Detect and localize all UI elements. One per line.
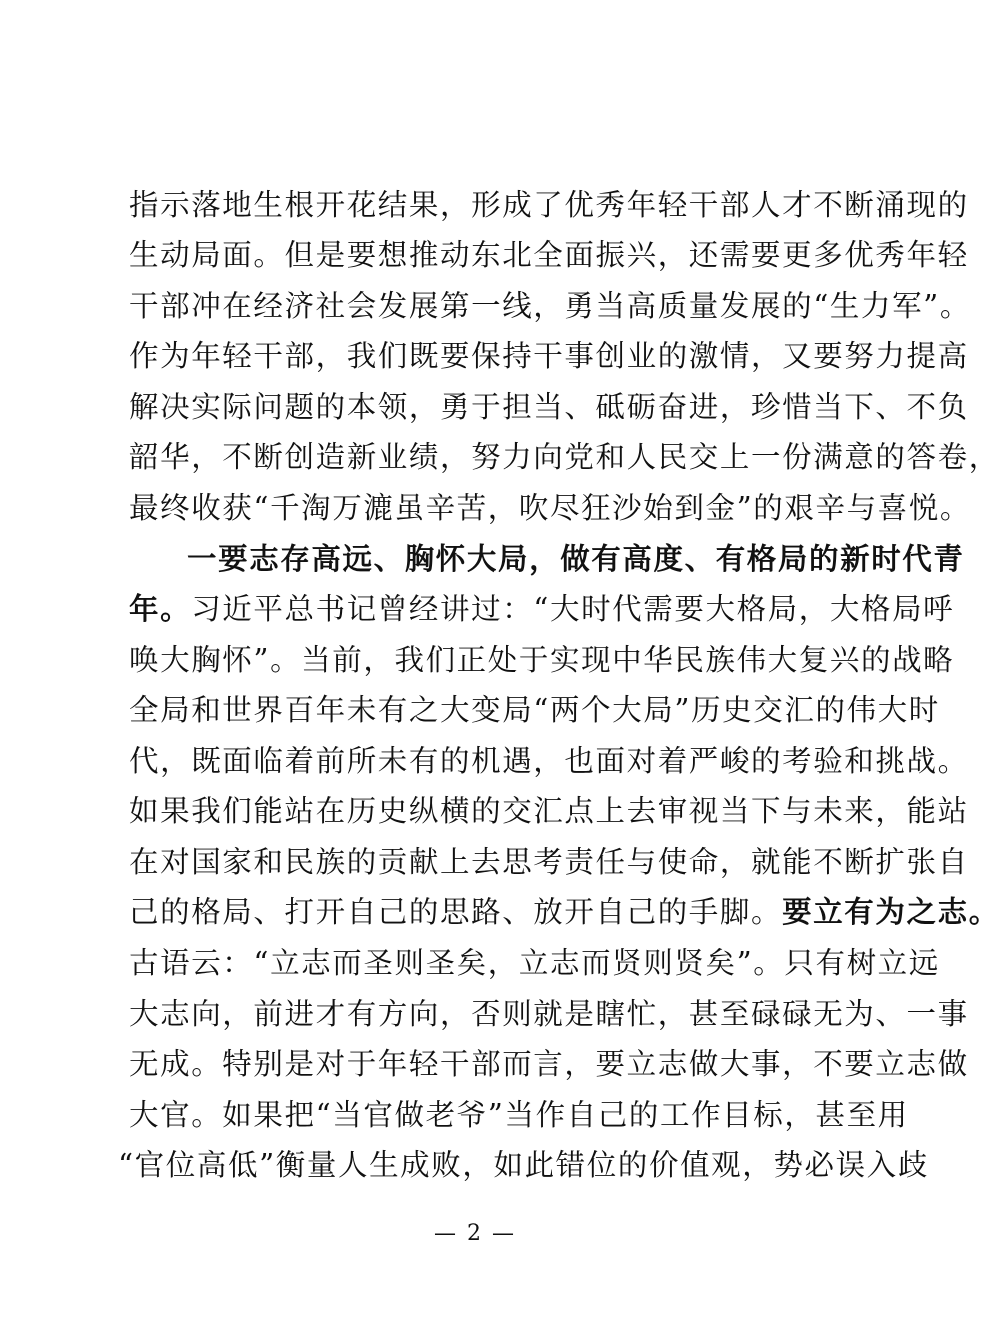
text-line: 古语云：“立志而圣则圣矣，立志而贤则贤矣”。只有树立远	[129, 946, 940, 980]
text-line: 最终收获“千淘万漉虽辛苦，吹尽狂沙始到金”的艰辛与喜悦。	[129, 491, 971, 525]
text-line: 在对国家和民族的贡献上去思考责任与使命，就能不断扩张自	[129, 845, 969, 879]
text-span: 习近平总书记曾经讲过：“大时代需要大格局，大格局呼	[191, 592, 955, 626]
text-line: 无成。特别是对于年轻干部而言，要立志做大事，不要立志做	[129, 1047, 969, 1081]
text-line: 唤大胸怀”。当前，我们正处于实现中华民族伟大复兴的战略	[129, 643, 955, 677]
text-line: 指示落地生根开花结果，形成了优秀年轻干部人才不断涌现的	[129, 188, 969, 222]
text-line: 作为年轻干部，我们既要保持干事创业的激情，又要努力提高	[129, 339, 969, 373]
text-line: 大志向，前进才有方向，否则就是瞎忙，甚至碌碌无为、一事	[129, 997, 969, 1031]
text-line: “官位高低”衡量人生成败，如此错位的价值观，势必误入歧	[118, 1148, 929, 1182]
text-span: 己的格局、打开自己的思路、放开自己的手脚。	[129, 895, 783, 929]
text-line	[129, 888, 1000, 936]
page-number: — 2 —	[434, 1221, 516, 1246]
text-line: 如果我们能站在历史纵横的交汇点上去审视当下与未来，能站	[129, 794, 969, 828]
text-line: 全局和世界百年未有之大变局“两个大局”历史交汇的伟大时	[129, 693, 940, 727]
section-heading-end: 年。	[129, 592, 192, 626]
text-line: 韶华，不断创造新业绩，努力向党和人民交上一份满意的答卷，	[129, 440, 1000, 474]
text-line: 代，既面临着前所未有的机遇，也面对着严峻的考验和挑战。	[129, 744, 969, 778]
section-heading: 一要志存高远、胸怀大局，做有高度、有格局的新时代青	[187, 542, 965, 576]
text-line: 干部冲在经济社会发展第一线，勇当高质量发展的“生力军”。	[129, 289, 971, 323]
emphasis-text: 要立有为之志。	[782, 895, 1000, 929]
text-line	[129, 585, 955, 633]
text-line: 生动局面。但是要想推动东北全面振兴，还需要更多优秀年轻	[129, 238, 969, 272]
text-line: 大官。如果把“当官做老爷”当作自己的工作目标，甚至用	[129, 1098, 909, 1132]
text-line: 解决实际问题的本领，勇于担当、砥砺奋进，珍惜当下、不负	[129, 390, 969, 424]
